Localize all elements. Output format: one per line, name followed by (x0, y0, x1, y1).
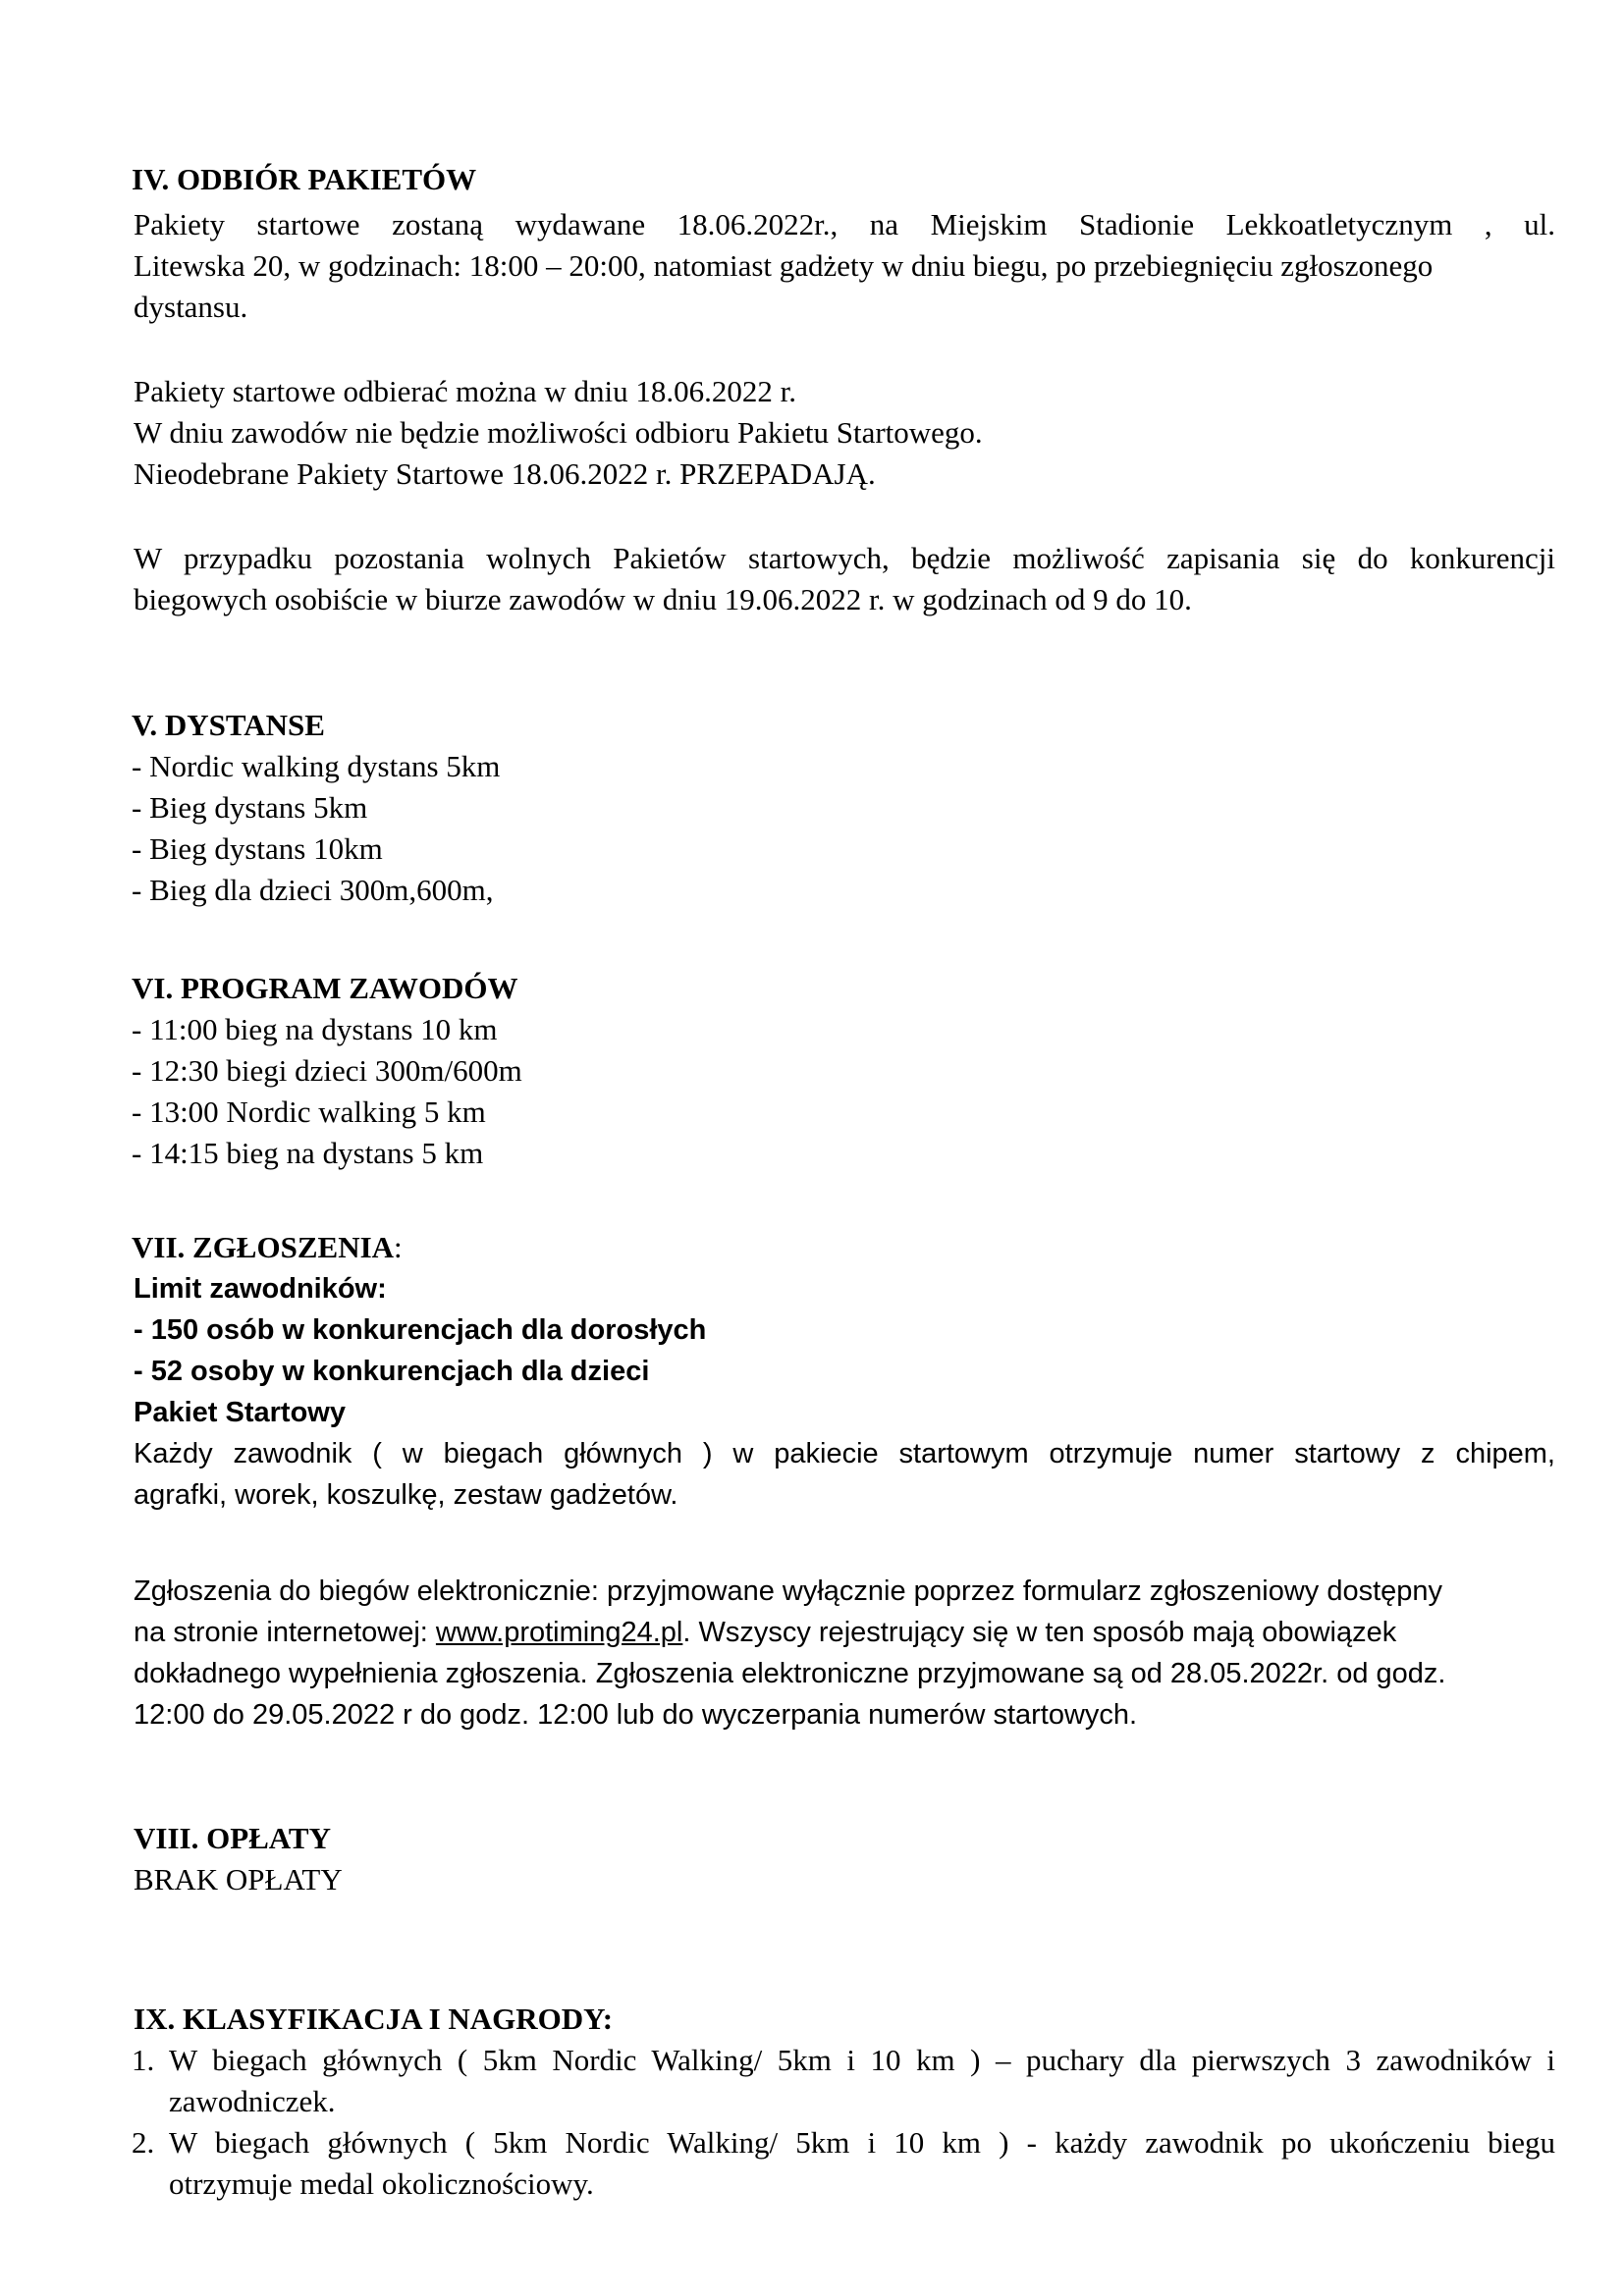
section-heading-odbior-pakietow: IV. ODBIÓR PAKIETÓW (132, 162, 477, 196)
text-line: Pakiety startowe zostaną wydawane 18.06.2022r., na Miejskim Stadionie Lekkoatletycznym , ul. (134, 207, 1555, 241)
list-item: - Bieg dystans 5km (132, 790, 368, 825)
text-line: W dniu zawodów nie będzie możliwości odbioru Pakietu Startowego. (134, 415, 983, 450)
text-line: 12:00 do 29.05.2022 r do godz. 12:00 lub do wyczerpania numerów startowych. (134, 1699, 1138, 1731)
list-item: - Bieg dystans 10km (132, 831, 383, 866)
list-item: - 13:00 Nordic walking 5 km (132, 1095, 486, 1129)
text-line (134, 1612, 1555, 1653)
text-line: biegowych osobiście w biurze zawodów w dniu 19.06.2022 r. w godzinach od 9 do 10. (134, 582, 1192, 616)
text-line: zawodniczek. (169, 2084, 336, 2118)
list-item: - 11:00 bieg na dystans 10 km (132, 1012, 498, 1046)
section-heading-program-zawodow: VI. PROGRAM ZAWODÓW (132, 971, 518, 1005)
text-line: otrzymuje medal okolicznościowy. (169, 2166, 594, 2201)
protiming-link[interactable]: www.protiming24.pl (435, 1617, 683, 1648)
limit-title: Limit zawodników: (134, 1273, 387, 1305)
list-item: - 14:15 bieg na dystans 5 km (132, 1136, 484, 1170)
limit-item: - 150 osób w konkurencjach dla dorosłych (134, 1314, 707, 1346)
text-line: Pakiety startowe odbierać można w dniu 18.06.2022 r. (134, 374, 796, 408)
paragraph-wolne-pakiety (134, 538, 1555, 620)
paragraph-pakiet-startowy (134, 1433, 1555, 1516)
list-number: 1. (132, 2043, 155, 2077)
text-line: Nieodebrane Pakiety Startowe 18.06.2022 r. PRZEPADAJĄ. (134, 456, 876, 491)
list-item-nagrody-1 (132, 2040, 1555, 2122)
text-line: Każdy zawodnik ( w biegach głównych ) w pakiecie startowym otrzymuje numer startowy z chipem, (134, 1438, 1555, 1469)
list-number: 2. (132, 2125, 155, 2160)
text-line: dystansu. (134, 290, 248, 324)
pakiet-title: Pakiet Startowy (134, 1397, 346, 1428)
text-line: W biegach głównych ( 5km Nordic Walking/ 5km i 10 km ) - każdy zawodnik po ukończeniu biegu (169, 2125, 1555, 2160)
list-item-nagrody-2 (132, 2122, 1555, 2205)
limit-zawodnikow-block (134, 1268, 1555, 1433)
text-segment: . Wszyscy rejestrujący się w ten sposób mają obowiązek (682, 1617, 1397, 1648)
ordered-list-nagrody (132, 2040, 1555, 2205)
paragraph-zgloszenia-elektroniczne (134, 1571, 1555, 1735)
text-line: agrafki, worek, koszulkę, zestaw gadżetów. (134, 1479, 678, 1511)
text-line: W przypadku pozostania wolnych Pakietów startowych, będzie możliwość zapisania się do konkurencji (134, 541, 1555, 575)
list-item: - 12:30 biegi dzieci 300m/600m (132, 1053, 522, 1088)
section-heading-oplaty: VIII. OPŁATY (134, 1821, 331, 1855)
section-heading-dystanse: V. DYSTANSE (132, 708, 325, 742)
text-brak-oplaty: BRAK OPŁATY (134, 1862, 343, 1896)
text-line: W biegach głównych ( 5km Nordic Walking/ 5km i 10 km ) – puchary dla pierwszych 3 zawodników i (169, 2043, 1555, 2077)
limit-item: - 52 osoby w konkurencjach dla dzieci (134, 1356, 650, 1387)
text-line: Zgłoszenia do biegów elektronicznie: przyjmowane wyłącznie poprzez formularz zgłoszeniowy dostępny (134, 1575, 1443, 1607)
paragraph-odbior-terminy (134, 371, 1555, 495)
text-line: Litewska 20, w godzinach: 18:00 – 20:00, natomiast gadżety w dniu biegu, po przebiegnięciu zgłoszonego (134, 248, 1434, 283)
list-item: - Nordic walking dystans 5km (132, 749, 501, 783)
text-segment: na stronie internetowej: (134, 1617, 436, 1648)
list-dystanse (132, 746, 1555, 911)
heading-colon: : (394, 1230, 403, 1264)
list-program (132, 1009, 1555, 1174)
text-line: dokładnego wypełnienia zgłoszenia. Zgłoszenia elektroniczne przyjmowane są od 28.05.2022r. od godz. (134, 1658, 1446, 1689)
section-heading-text: VII. ZGŁOSZENIA (132, 1230, 395, 1264)
section-heading-zgloszenia (132, 1227, 1555, 1268)
paragraph-pakiety-wydawane (134, 204, 1555, 328)
list-item: - Bieg dla dzieci 300m,600m, (132, 873, 494, 907)
section-heading-klasyfikacja: IX. KLASYFIKACJA I NAGRODY: (134, 2002, 614, 2036)
